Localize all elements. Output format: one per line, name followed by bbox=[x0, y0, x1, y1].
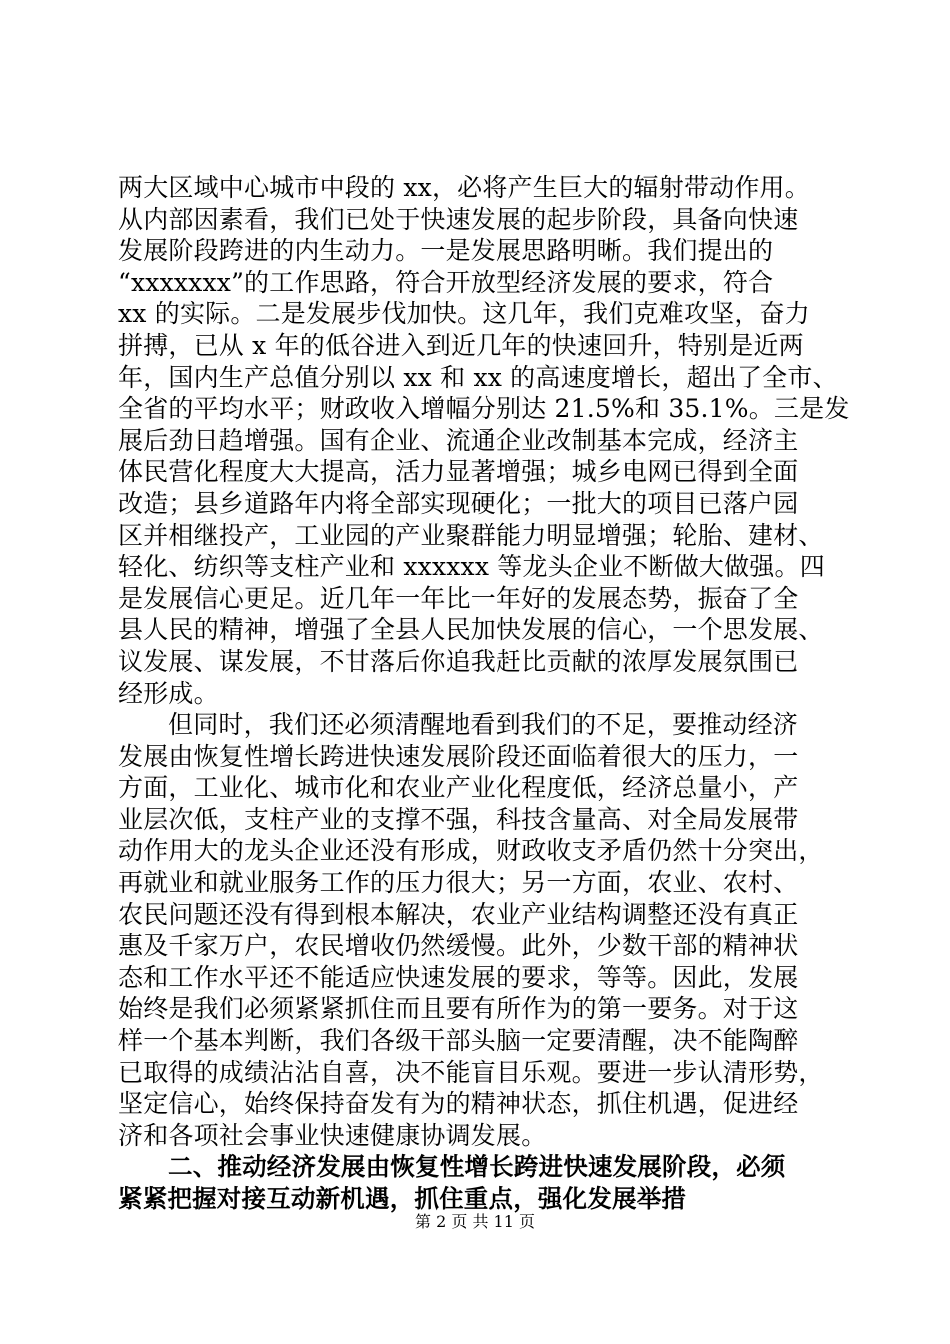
paragraph-line: 方面，工业化、城市化和农业产业化程度低，经济总量小，产 bbox=[118, 773, 799, 803]
paragraph-line: 农民问题还没有得到根本解决，农业产业结构调整还没有真正 bbox=[118, 899, 799, 929]
paragraph-line: 济和各项社会事业快速健康协调发展。 bbox=[118, 1120, 547, 1150]
page-number-label: 第 2 页 共 11 页 bbox=[415, 1212, 535, 1231]
document-body bbox=[118, 172, 850, 1215]
page-footer bbox=[0, 1212, 950, 1232]
paragraph-line: 惠及千家万户，农民增收仍然缓慢。此外，少数干部的精神状 bbox=[118, 931, 799, 961]
paragraph-line: 拼搏，已从 x 年的低谷进入到近几年的快速回升，特别是近两 bbox=[118, 330, 804, 360]
paragraph-line: 但同时，我们还必须清醒地看到我们的不足，要推动经济 bbox=[168, 710, 799, 740]
paragraph-line: 区并相继投产，工业园的产业聚群能力明显增强；轮胎、建材、 bbox=[118, 520, 824, 550]
paragraph-line: 样一个基本判断，我们各级干部头脑一定要清醒，决不能陶醉 bbox=[118, 1026, 799, 1056]
section-heading-line: 紧紧把握对接互动新机遇，抓住重点，强化发展举措 bbox=[118, 1184, 687, 1213]
paragraph-line: 经形成。 bbox=[118, 678, 219, 708]
paragraph-line: 发展由恢复性增长跨进快速发展阶段还面临着很大的压力，一 bbox=[118, 741, 799, 771]
paragraph-line: 态和工作水平还不能适应快速发展的要求，等等。因此，发展 bbox=[118, 962, 799, 992]
paragraph-line: 再就业和就业服务工作的压力很大；另一方面，农业、农村、 bbox=[118, 868, 799, 898]
paragraph-line: 展后劲日趋增强。国有企业、流通企业改制基本完成，经济主 bbox=[118, 425, 799, 455]
paragraph-line: 体民营化程度大大提高，活力显著增强；城乡电网已得到全面 bbox=[118, 457, 799, 487]
paragraph-line: 改造；县乡道路年内将全部实现硬化；一批大的项目已落户园 bbox=[118, 488, 799, 518]
paragraph-line: 县人民的精神，增强了全县人民加快发展的信心，一个思发展、 bbox=[118, 615, 824, 645]
paragraph-line: 轻化、纺织等支柱产业和 xxxxxx 等龙头企业不断做大做强。四 bbox=[118, 552, 825, 582]
paragraph-line: 两大区域中心城市中段的 xx，必将产生巨大的辐射带动作用。 bbox=[118, 173, 810, 202]
paragraph-line: 始终是我们必须紧紧抓住而且要有所作为的第一要务。对于这 bbox=[118, 994, 799, 1024]
paragraph-line: 是发展信心更足。近几年一年比一年好的发展态势，振奋了全 bbox=[118, 583, 799, 613]
paragraph-line: 业层次低，支柱产业的支撑不强，科技含量高、对全局发展带 bbox=[118, 804, 799, 834]
paragraph-line: 年，国内生产总值分别以 xx 和 xx 的高速度增长，超出了全市、 bbox=[118, 362, 838, 392]
paragraph-line: 已取得的成绩沾沾自喜，决不能盲目乐观。要进一步认清形势， bbox=[118, 1057, 824, 1087]
paragraph-line: 发展阶段跨进的内生动力。一是发展思路明晰。我们提出的 bbox=[118, 236, 774, 266]
paragraph-line: 从内部因素看，我们已处于快速发展的起步阶段，具备向快速 bbox=[118, 204, 799, 234]
paragraph-line: xx 的实际。二是发展步伐加快。这几年，我们克难攻坚，奋力 bbox=[118, 299, 810, 329]
paragraph-line: 坚定信心，始终保持奋发有为的精神状态，抓住机遇，促进经 bbox=[118, 1089, 799, 1119]
paragraph-line: 议发展、谋发展，不甘落后你追我赶比贡献的浓厚发展氛围已 bbox=[118, 646, 799, 676]
paragraph-line: “xxxxxxx”的工作思路，符合开放型经济发展的要求，符合 bbox=[118, 267, 774, 297]
paragraph-line: 全省的平均水平；财政收入增幅分别达 21.5%和 35.1%。三是发 bbox=[118, 394, 850, 424]
paragraph-line: 动作用大的龙头企业还没有形成，财政收支矛盾仍然十分突出， bbox=[118, 836, 824, 866]
section-heading-line: 二、推动经济发展由恢复性增长跨进快速发展阶段，必须 bbox=[168, 1152, 786, 1182]
